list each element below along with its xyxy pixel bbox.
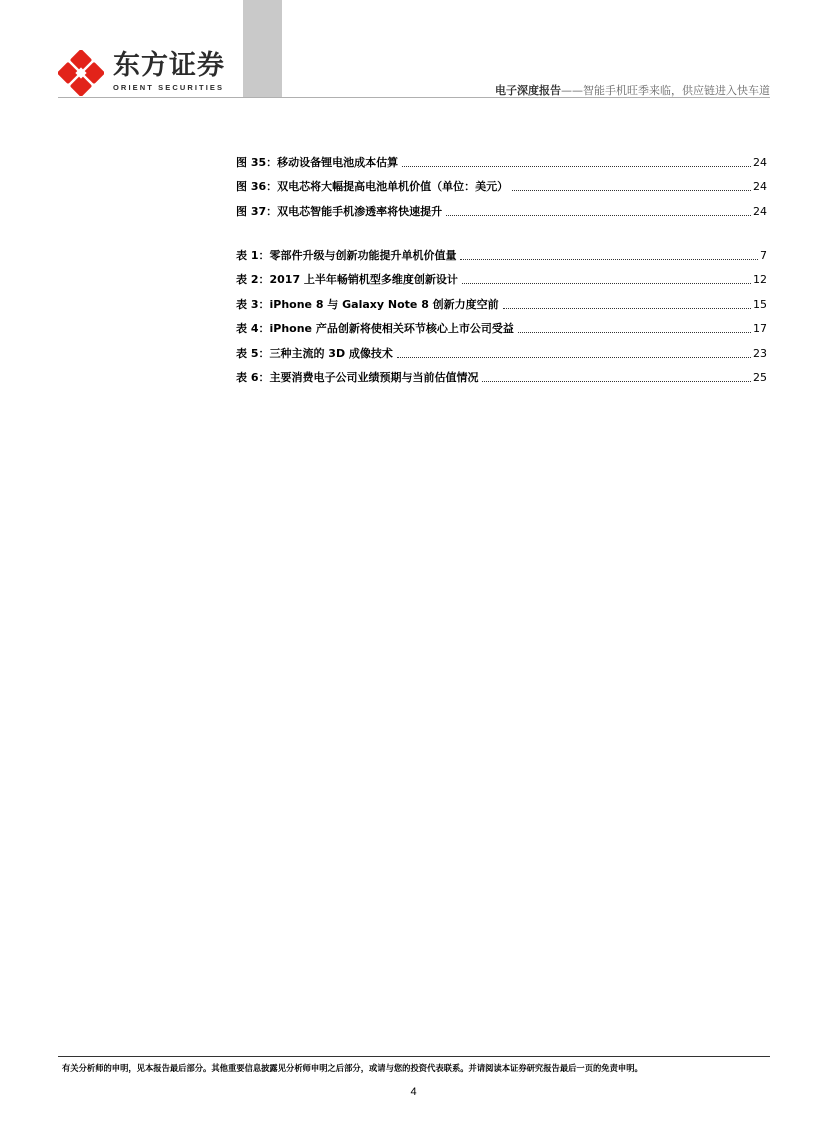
toc-entry-figure-35[interactable]	[236, 145, 767, 170]
page-number: 4	[410, 1086, 417, 1098]
toc-entry-label: 表 3：iPhone 8 与 Galaxy Note 8 创新力度空前	[236, 297, 499, 311]
toc-entry-table-4[interactable]	[236, 312, 767, 337]
logo-mark-icon	[58, 50, 104, 96]
toc-entry-page: 24	[753, 204, 767, 218]
toc-leader-dots	[397, 356, 751, 358]
header-grey-tab	[243, 0, 282, 97]
toc-entry-figure-37[interactable]	[236, 194, 767, 219]
report-type: 电子深度报告	[495, 84, 561, 97]
toc-entry-page: 23	[753, 346, 767, 360]
toc-leader-dots	[402, 165, 751, 167]
toc-entry-label: 图 36：双电芯将大幅提高电池单机价值（单位：美元）	[236, 180, 509, 193]
table-list	[236, 238, 767, 385]
toc-leader-dots	[518, 331, 751, 333]
logo-chinese-name: 东方证券	[113, 50, 225, 81]
toc-entry-table-6[interactable]	[236, 361, 767, 386]
toc-entry-page: 24	[753, 155, 767, 169]
toc-leader-dots	[460, 258, 758, 260]
toc-leader-dots	[446, 214, 751, 216]
toc-entry-label: 表 6：主要消费电子公司业绩预期与当前估值情况	[236, 371, 479, 384]
toc-entry-table-2[interactable]	[236, 263, 767, 288]
toc-entry-page: 24	[753, 180, 767, 193]
toc-leader-dots	[512, 189, 751, 191]
toc-entry-table-1[interactable]	[236, 238, 767, 263]
toc-entry-label: 表 1：零部件升级与创新功能提升单机价值量	[236, 248, 457, 262]
toc-entry-page: 7	[760, 248, 767, 262]
toc-entry-figure-36[interactable]	[236, 170, 767, 195]
header-divider	[58, 97, 770, 98]
toc-entry-page: 25	[753, 371, 767, 384]
toc-leader-dots	[482, 380, 751, 382]
toc-leader-dots	[462, 282, 751, 284]
toc-entry-page: 17	[753, 322, 767, 335]
report-header-title	[495, 82, 770, 98]
toc-entry-table-5[interactable]	[236, 336, 767, 361]
toc-entry-table-3[interactable]	[236, 287, 767, 312]
orient-securities-logo	[58, 50, 228, 95]
toc-entry-label: 图 35：移动设备锂电池成本估算	[236, 155, 399, 169]
footer-divider	[58, 1056, 770, 1057]
report-subtitle: ——智能手机旺季来临，供应链进入快车道	[561, 84, 770, 97]
toc-entry-label: 表 5：三种主流的 3D 成像技术	[236, 346, 393, 360]
figure-list	[236, 145, 767, 219]
footer-disclaimer: 有关分析师的申明，见本报告最后部分。其他重要信息披露见分析师申明之后部分，或请与您的投资代表联系。并请阅读本证券研究报告最后一页的免责申明。	[62, 1063, 643, 1073]
toc-entry-label: 图 37：双电芯智能手机渗透率将快速提升	[236, 204, 443, 218]
toc-entry-label: 表 2：2017 上半年畅销机型多维度创新设计	[236, 273, 458, 286]
logo-english-name: ORIENT SECURITIES	[113, 83, 225, 92]
toc-entry-page: 12	[753, 273, 767, 286]
toc-entry-page: 15	[753, 297, 767, 311]
toc-entry-label: 表 4：iPhone 产品创新将使相关环节核心上市公司受益	[236, 322, 514, 335]
toc-leader-dots	[503, 307, 751, 309]
